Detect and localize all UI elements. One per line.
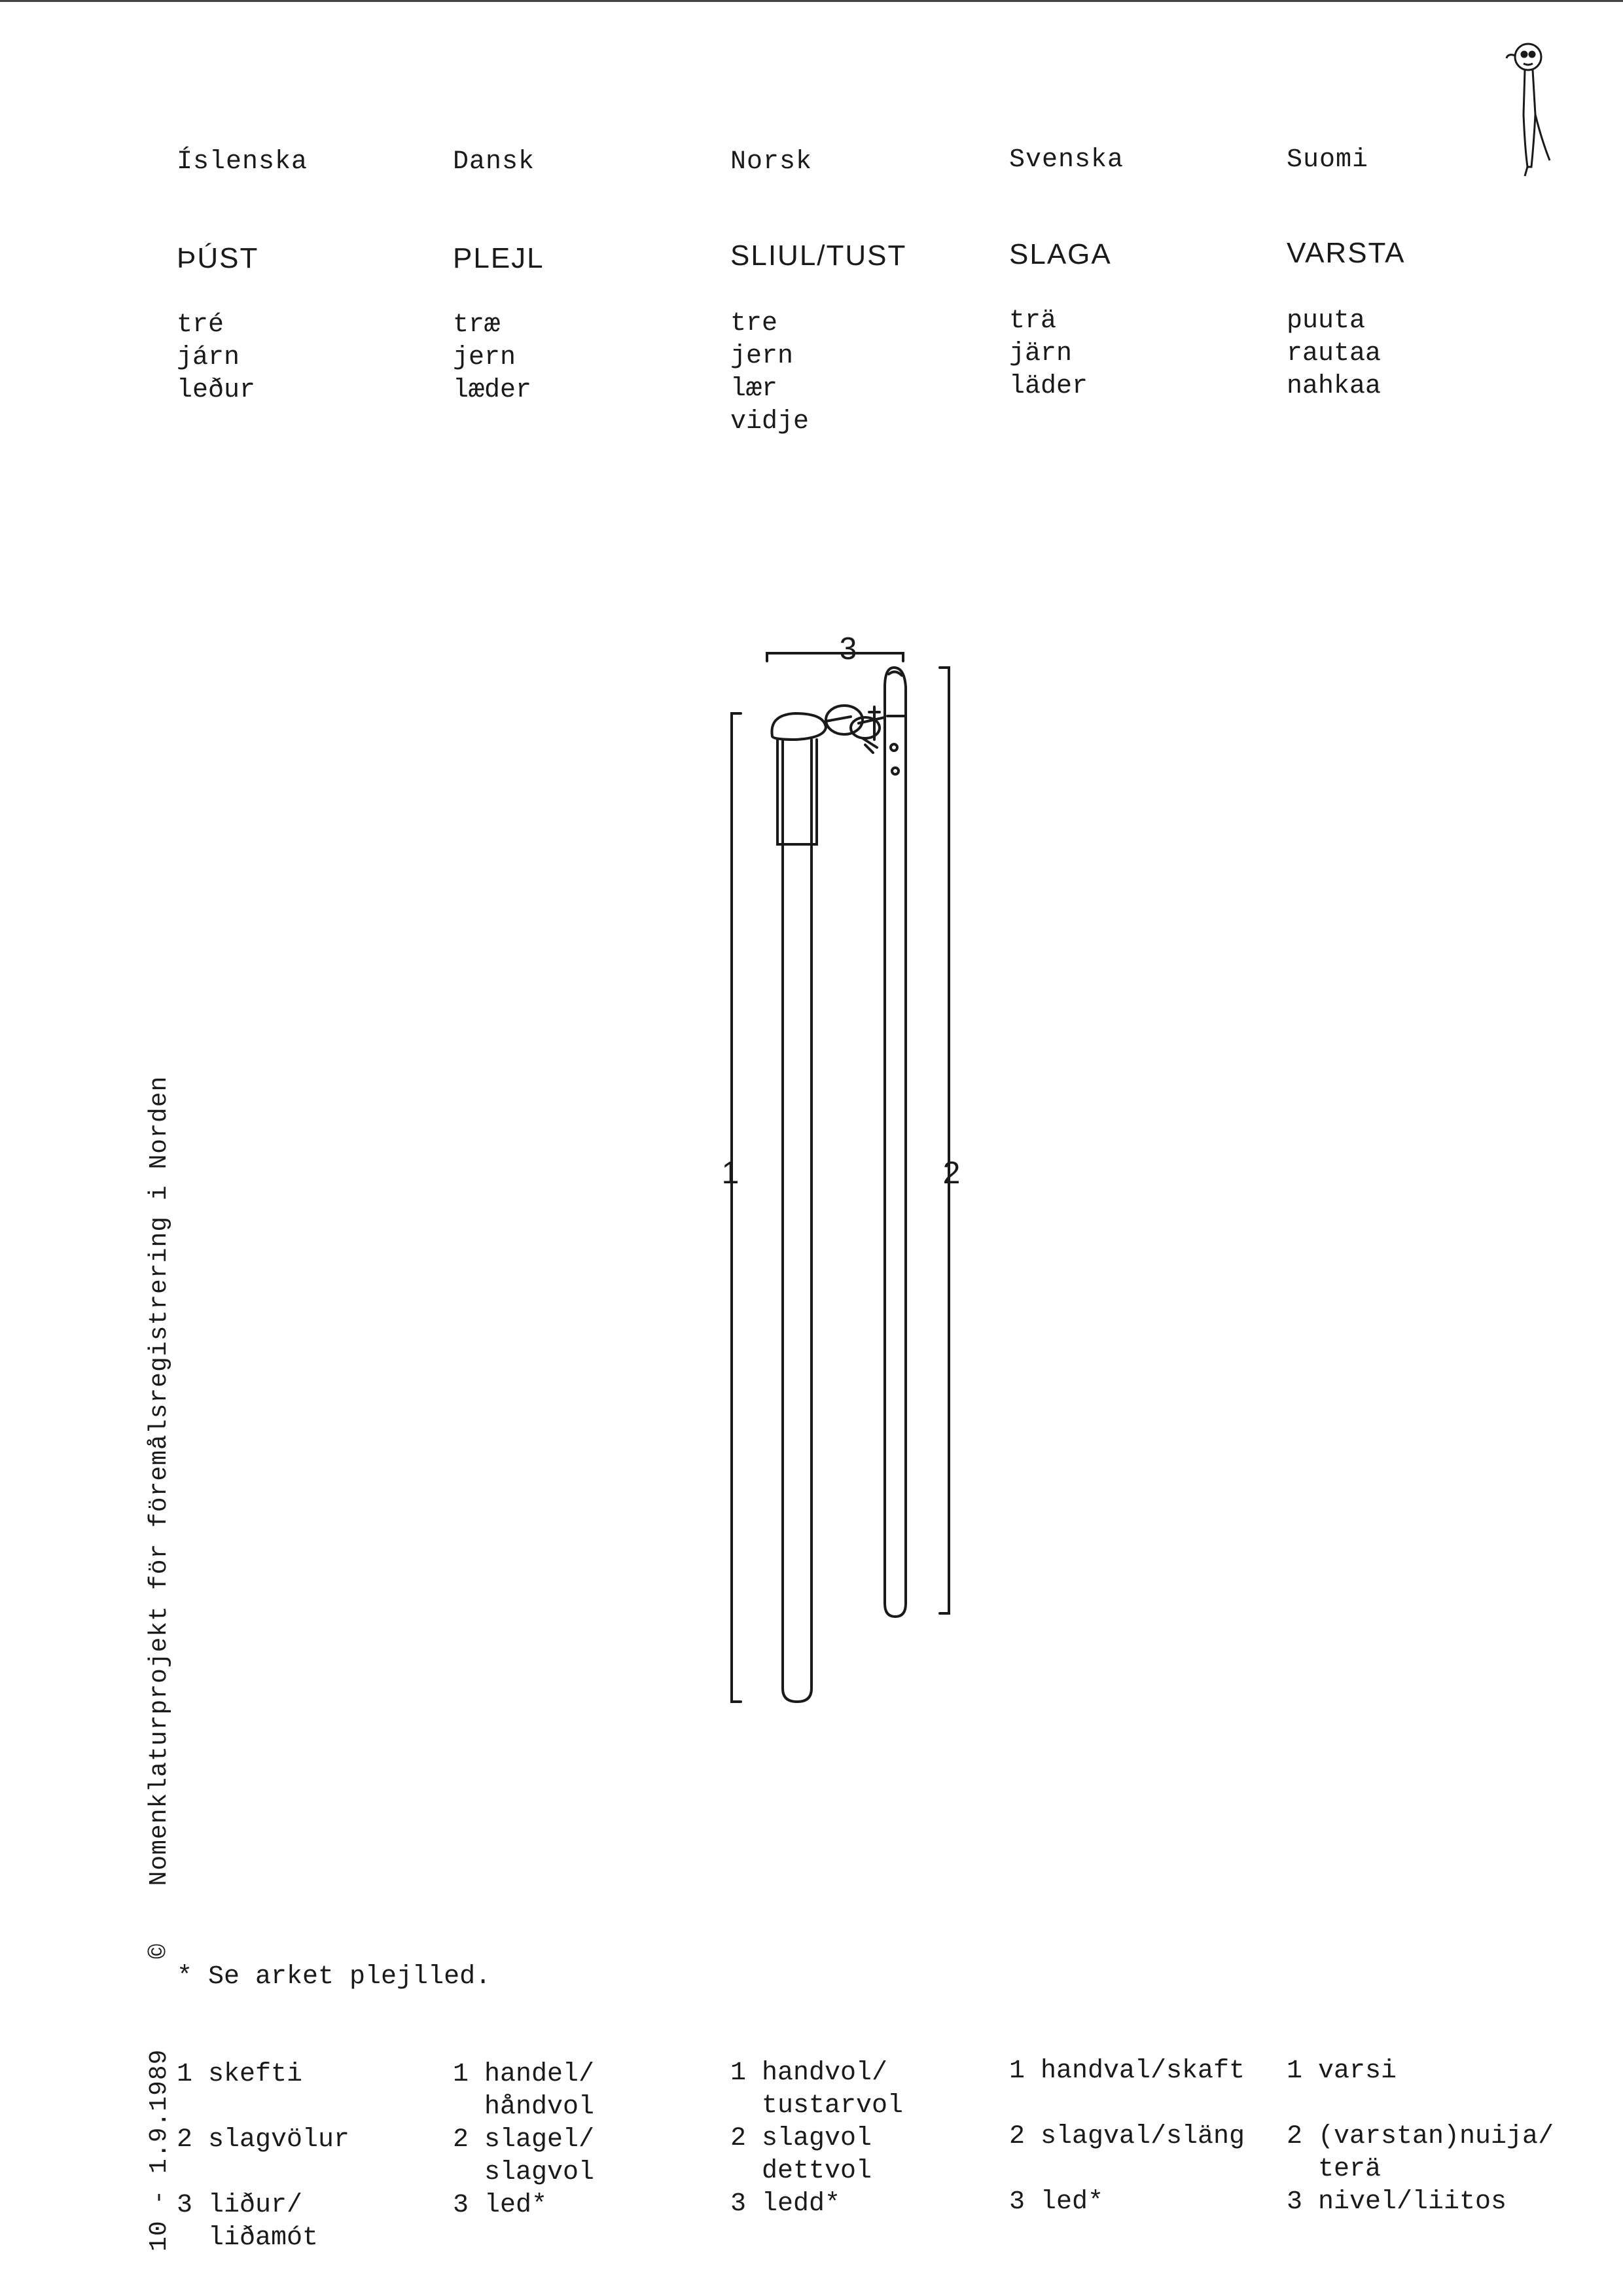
lang-header-dansk: Dansk xyxy=(453,147,535,177)
handle-staff xyxy=(783,740,812,1702)
part-item: 3 nivel/liitos xyxy=(1287,2187,1507,2217)
term-suomi: VARSTA xyxy=(1287,237,1406,269)
term-norsk: SLIUL/TUST xyxy=(730,240,907,272)
term-dansk: PLEJL xyxy=(453,242,544,274)
parts-suomi xyxy=(1287,2055,1554,2219)
parts-dansk xyxy=(453,2058,594,2222)
lang-header-suomi: Suomi xyxy=(1287,145,1369,175)
dimension-bracket-2 xyxy=(940,668,949,1613)
part-item: 3 liður/ liðamót xyxy=(177,2191,319,2253)
page-date: 10 - 1.9.1989 xyxy=(145,2049,173,2251)
material-item: lær xyxy=(730,374,778,404)
part-item: 1 handval/skaft xyxy=(1009,2056,1245,2086)
swingle-staff xyxy=(885,668,906,1617)
lang-header-norsk: Norsk xyxy=(730,147,813,177)
material-item: járn xyxy=(177,343,240,372)
part-item: 2 slagvol dettvol xyxy=(730,2124,872,2186)
part-item: 1 handel/ håndvol xyxy=(453,2060,595,2122)
material-item: jern xyxy=(453,343,516,372)
material-item: træ xyxy=(453,310,501,340)
material-item: puuta xyxy=(1287,306,1366,336)
part-item: 1 skefti xyxy=(177,2060,303,2089)
material-item: tre xyxy=(730,309,778,338)
part-item: 3 led* xyxy=(453,2191,548,2220)
part-item: 2 slagel/ slagvol xyxy=(453,2125,595,2187)
term-svenska: SLAGA xyxy=(1009,238,1112,270)
dimension-label-2: 2 xyxy=(942,1156,961,1191)
part-item: 1 varsi xyxy=(1287,2056,1397,2086)
material-item: jern xyxy=(730,342,794,371)
material-item: vidje xyxy=(730,407,810,437)
dimension-label-1: 1 xyxy=(721,1156,740,1191)
part-item: 2 (varstan)nuija/ terä xyxy=(1287,2122,1554,2184)
dimension-bracket-3 xyxy=(767,653,903,661)
material-item: läder xyxy=(1009,372,1088,401)
project-title: Nomenklaturprojekt för föremålsregistrering i Norden xyxy=(145,1075,173,1886)
material-item: læder xyxy=(453,376,532,405)
part-item: 1 handvol/ tustarvol xyxy=(730,2058,904,2121)
parts-svenska xyxy=(1009,2055,1245,2219)
lang-header-islenska: Íslenska xyxy=(177,147,308,177)
handle-cap-top xyxy=(772,713,826,740)
part-item: 3 led* xyxy=(1009,2187,1104,2217)
dimension-label-3: 3 xyxy=(839,632,857,666)
material-item: järn xyxy=(1009,339,1073,368)
material-item: tré xyxy=(177,310,224,340)
material-item: trä xyxy=(1009,306,1057,336)
margin-vertical-text xyxy=(145,1076,173,2251)
parts-islenska xyxy=(177,2058,349,2255)
part-item: 3 ledd* xyxy=(730,2189,841,2219)
mascot-figure-icon xyxy=(1499,36,1558,180)
part-item: 2 slagvölur xyxy=(177,2125,350,2155)
material-item: leður xyxy=(177,376,256,405)
parts-norsk xyxy=(730,2057,903,2221)
copyright-symbol: © xyxy=(145,1943,173,1959)
material-item: rautaa xyxy=(1287,339,1382,368)
part-item: 2 slagval/släng xyxy=(1009,2122,1245,2151)
lang-header-svenska: Svenska xyxy=(1009,145,1124,175)
material-item: nahkaa xyxy=(1287,372,1382,401)
footnote: * Se arket plejlled. xyxy=(177,1962,491,1992)
term-islenska: ÞÚST xyxy=(177,242,259,274)
dimension-bracket-1 xyxy=(732,713,741,1702)
